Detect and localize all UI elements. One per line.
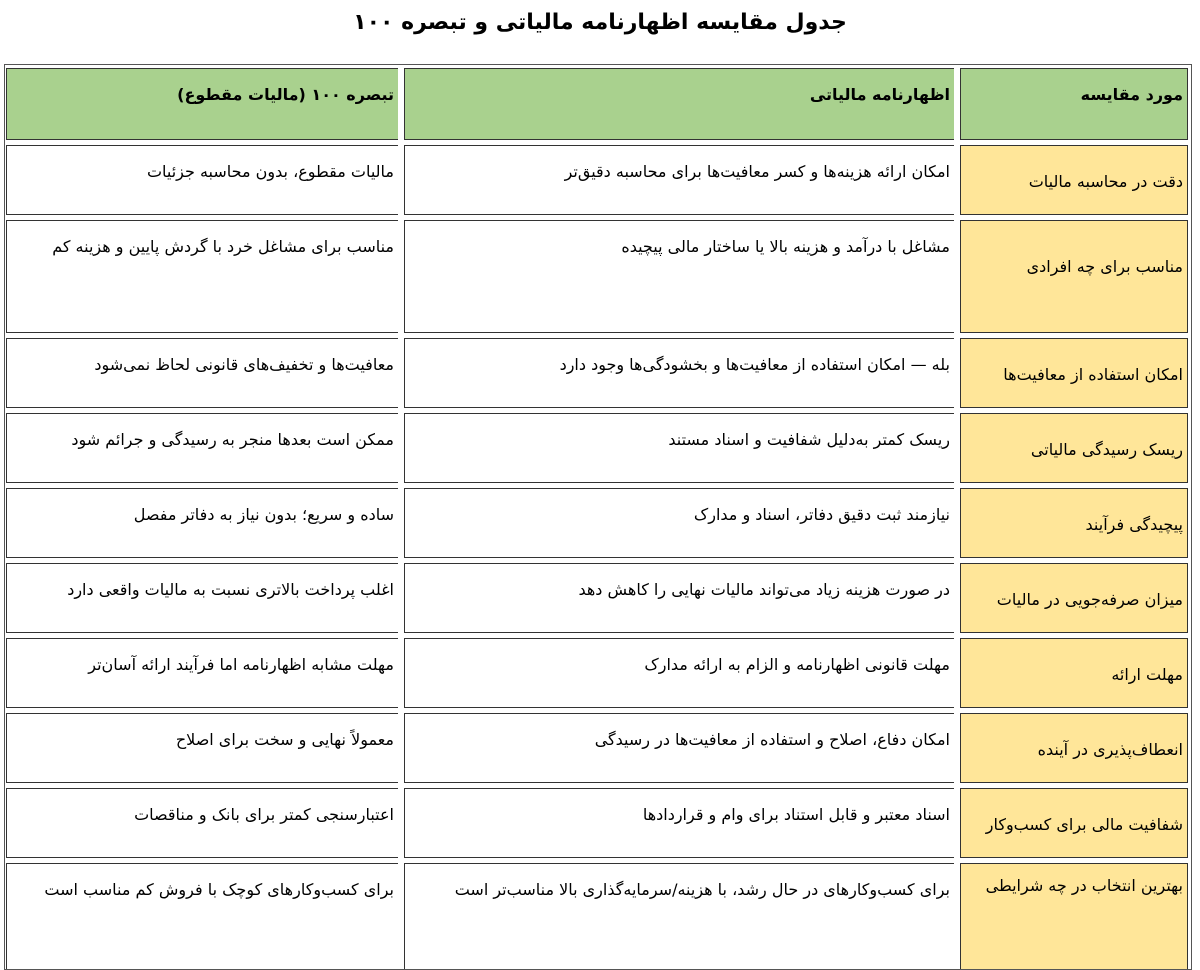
cell-tabsare100: مالیات مقطوع، بدون محاسبه جزئیات bbox=[6, 145, 398, 215]
table-row bbox=[6, 413, 1188, 483]
cell-topic: انعطاف‌پذیری در آینده bbox=[960, 713, 1188, 783]
column-gap bbox=[398, 488, 404, 558]
header-topic: مورد مقایسه bbox=[960, 68, 1188, 140]
cell-tabsare100: معمولاً نهایی و سخت برای اصلاح bbox=[6, 713, 398, 783]
cell-topic: مهلت ارائه bbox=[960, 638, 1188, 708]
table-row bbox=[6, 338, 1188, 408]
cell-topic: بهترین انتخاب در چه شرایطی bbox=[960, 863, 1188, 970]
cell-topic: دقت در محاسبه مالیات bbox=[960, 145, 1188, 215]
column-gap bbox=[398, 863, 404, 970]
column-gap bbox=[954, 145, 960, 215]
column-gap bbox=[954, 638, 960, 708]
header-declaration: اظهارنامه مالیاتی bbox=[404, 68, 954, 140]
cell-tabsare100: اغلب پرداخت بالاتری نسبت به مالیات واقعی دارد bbox=[6, 563, 398, 633]
column-gap bbox=[954, 788, 960, 858]
cell-topic: میزان صرفه‌جویی در مالیات bbox=[960, 563, 1188, 633]
column-gap bbox=[398, 338, 404, 408]
column-gap bbox=[954, 713, 960, 783]
cell-declaration: امکان دفاع، اصلاح و استفاده از معافیت‌ها در رسیدگی bbox=[404, 713, 954, 783]
cell-tabsare100: ممکن است بعدها منجر به رسیدگی و جرائم شود bbox=[6, 413, 398, 483]
cell-topic: شفافیت مالی برای کسب‌وکار bbox=[960, 788, 1188, 858]
comparison-table bbox=[6, 64, 1188, 970]
cell-tabsare100: مهلت مشابه اظهارنامه اما فرآیند ارائه آسان‌تر bbox=[6, 638, 398, 708]
column-gap bbox=[954, 68, 960, 140]
cell-declaration: ریسک کمتر به‌دلیل شفافیت و اسناد مستند bbox=[404, 413, 954, 483]
table-row bbox=[6, 788, 1188, 858]
cell-topic: مناسب برای چه افرادی bbox=[960, 220, 1188, 333]
column-gap bbox=[398, 563, 404, 633]
table-row bbox=[6, 220, 1188, 333]
column-gap bbox=[398, 68, 404, 140]
table-row bbox=[6, 713, 1188, 783]
table-row bbox=[6, 638, 1188, 708]
column-gap bbox=[954, 220, 960, 333]
cell-declaration: در صورت هزینه زیاد می‌تواند مالیات نهایی را کاهش دهد bbox=[404, 563, 954, 633]
column-gap bbox=[398, 145, 404, 215]
column-gap bbox=[398, 413, 404, 483]
cell-declaration: بله — امکان استفاده از معافیت‌ها و بخشودگی‌ها وجود دارد bbox=[404, 338, 954, 408]
cell-topic: ریسک رسیدگی مالیاتی bbox=[960, 413, 1188, 483]
column-gap bbox=[954, 563, 960, 633]
column-gap bbox=[398, 638, 404, 708]
column-gap bbox=[954, 863, 960, 970]
comparison-table-frame bbox=[4, 64, 1192, 970]
table-row bbox=[6, 863, 1188, 970]
table-row bbox=[6, 488, 1188, 558]
cell-topic: امکان استفاده از معافیت‌ها bbox=[960, 338, 1188, 408]
cell-declaration: برای کسب‌وکارهای در حال رشد، با هزینه/سرمایه‌گذاری بالا مناسب‌تر است bbox=[404, 863, 954, 970]
table-row bbox=[6, 145, 1188, 215]
column-gap bbox=[398, 788, 404, 858]
cell-tabsare100: برای کسب‌وکارهای کوچک با فروش کم مناسب است bbox=[6, 863, 398, 970]
page-title: جدول مقایسه اظهارنامه مالیاتی و تبصره ۱۰۰ bbox=[353, 10, 847, 35]
table-row bbox=[6, 563, 1188, 633]
cell-declaration: امکان ارائه هزینه‌ها و کسر معافیت‌ها برای محاسبه دقیق‌تر bbox=[404, 145, 954, 215]
cell-declaration: مهلت قانونی اظهارنامه و الزام به ارائه مدارک bbox=[404, 638, 954, 708]
column-gap bbox=[398, 713, 404, 783]
cell-tabsare100: معافیت‌ها و تخفیف‌های قانونی لحاظ نمی‌شود bbox=[6, 338, 398, 408]
column-gap bbox=[398, 220, 404, 333]
cell-tabsare100: مناسب برای مشاغل خرد با گردش پایین و هزینه کم bbox=[6, 220, 398, 333]
cell-declaration: اسناد معتبر و قابل استناد برای وام و قراردادها bbox=[404, 788, 954, 858]
column-gap bbox=[954, 338, 960, 408]
cell-declaration: مشاغل با درآمد و هزینه بالا یا ساختار مالی پیچیده bbox=[404, 220, 954, 333]
column-gap bbox=[954, 413, 960, 483]
cell-declaration: نیازمند ثبت دقیق دفاتر، اسناد و مدارک bbox=[404, 488, 954, 558]
column-gap bbox=[954, 488, 960, 558]
header-tabsare100: تبصره ۱۰۰ (مالیات مقطوع) bbox=[6, 68, 398, 140]
cell-tabsare100: اعتبارسنجی کمتر برای بانک و مناقصات bbox=[6, 788, 398, 858]
cell-tabsare100: ساده و سریع؛ بدون نیاز به دفاتر مفصل bbox=[6, 488, 398, 558]
table-header-row bbox=[6, 68, 1188, 140]
cell-topic: پیچیدگی فرآیند bbox=[960, 488, 1188, 558]
